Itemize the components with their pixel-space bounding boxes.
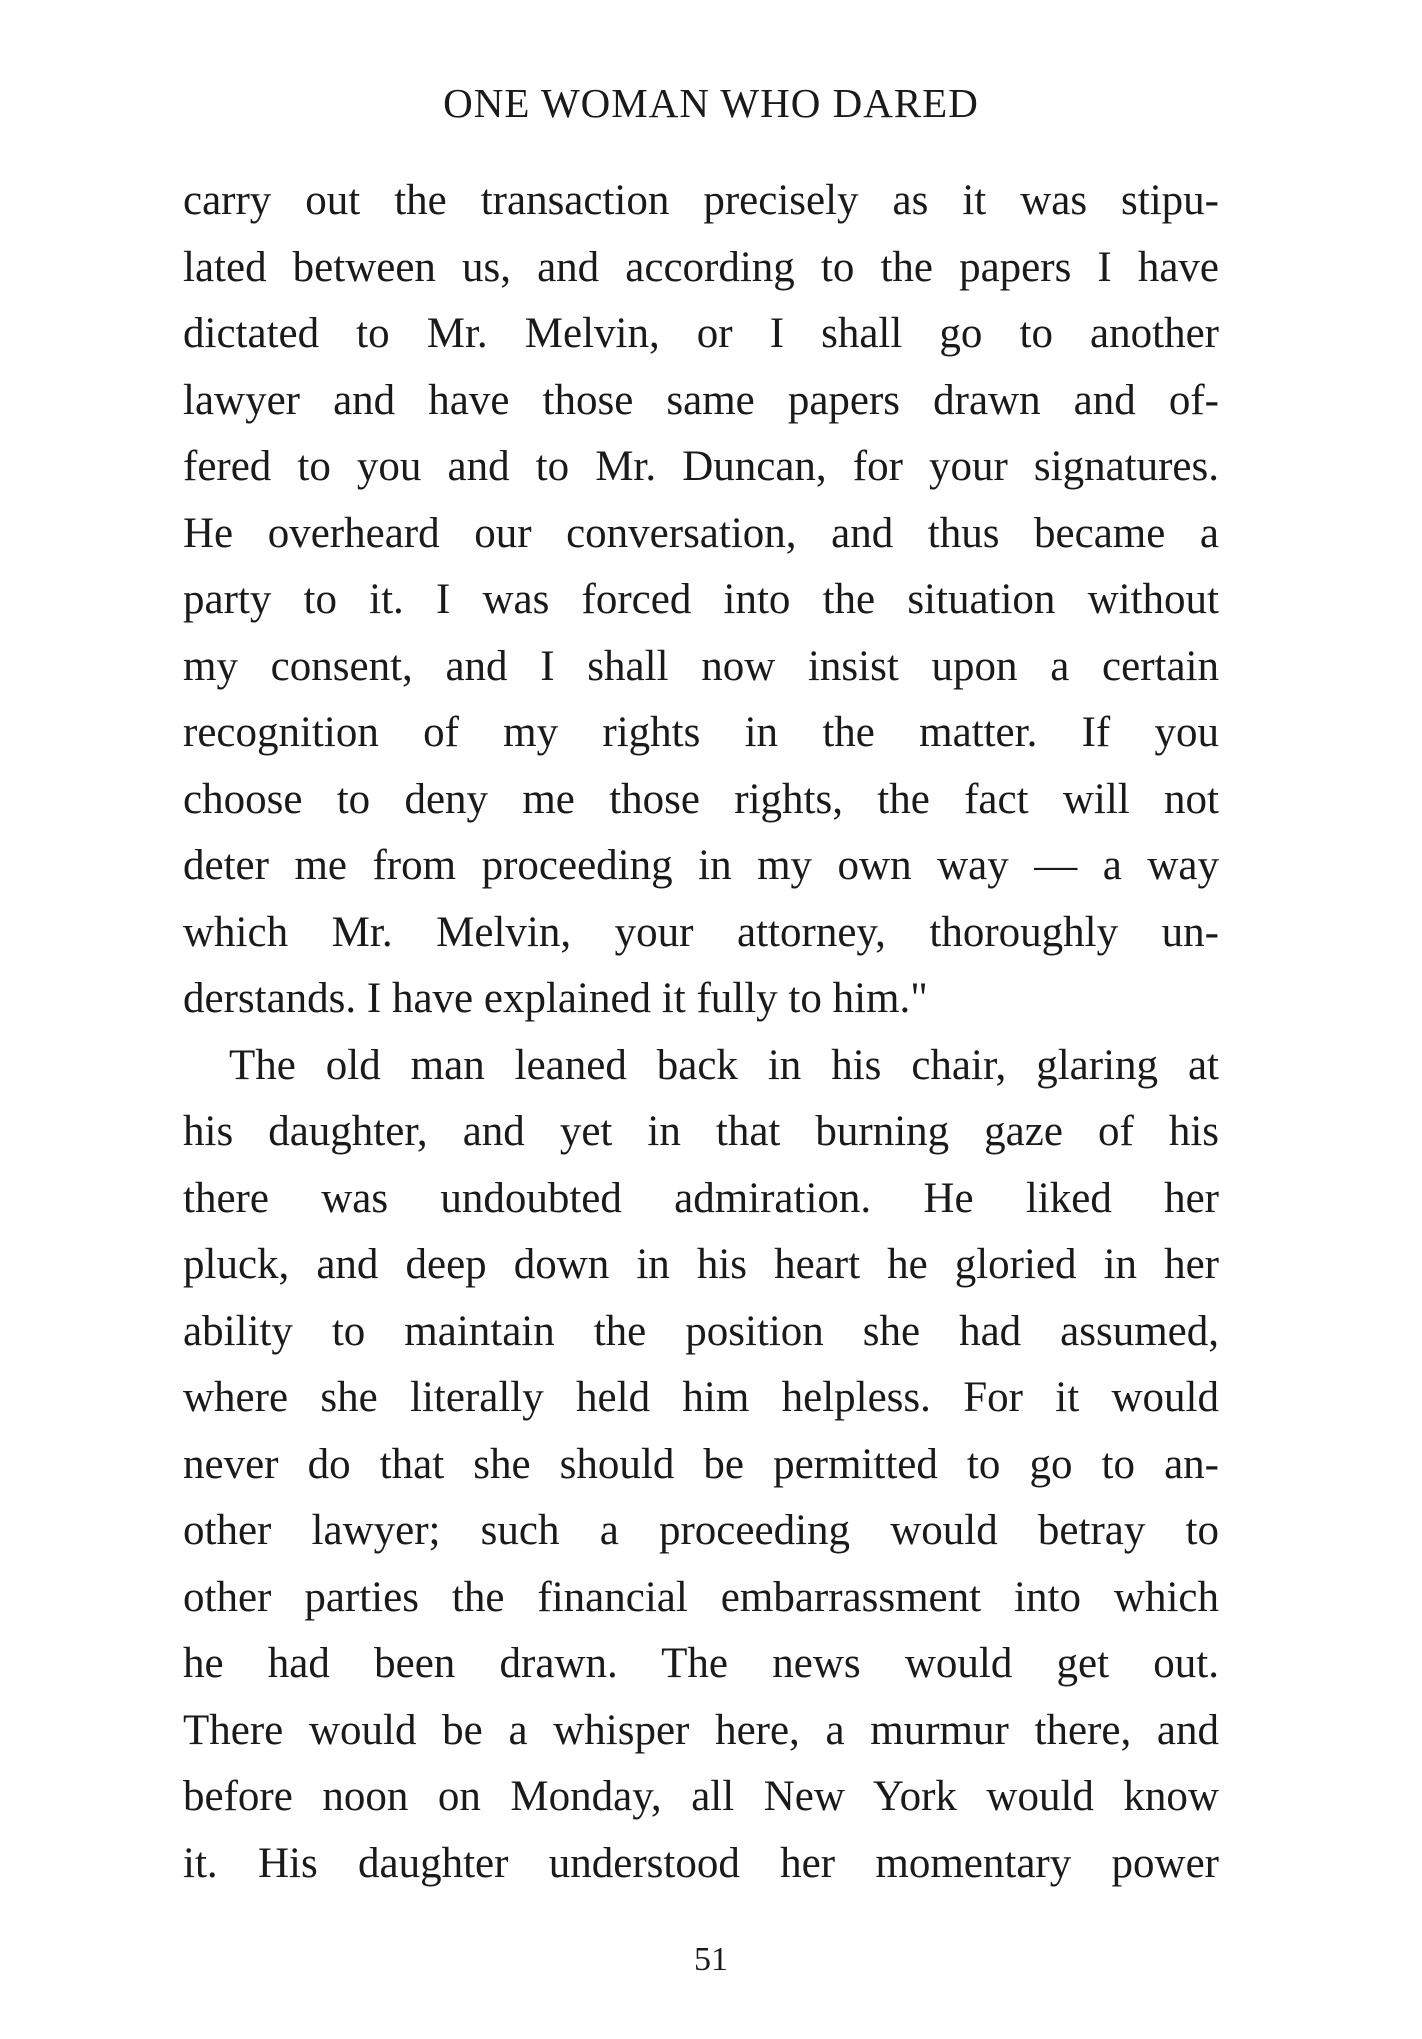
- text-line: ability to maintain the position she had assumed,: [183, 1307, 1219, 1355]
- text-line: other lawyer; such a proceeding would betray to: [183, 1507, 1219, 1554]
- text-line: where she literally held him helpless. For it would: [183, 1374, 1219, 1421]
- text-line: choose to deny me those rights, the fact will not: [183, 775, 1219, 823]
- text-line: there was undoubted admiration. He liked her: [183, 1174, 1219, 1222]
- body-text: [183, 168, 1219, 1897]
- page-number: 51: [694, 1941, 728, 1978]
- text-line: his daughter, and yet in that burning gaze of his: [183, 1108, 1219, 1155]
- text-line: lawyer and have those same papers drawn and of-: [183, 376, 1219, 424]
- text-line: party to it. I was forced into the situation without: [183, 576, 1219, 623]
- text-line: fered to you and to Mr. Duncan, for your signatures.: [183, 443, 1219, 490]
- text-line: dictated to Mr. Melvin, or I shall go to another: [183, 310, 1219, 357]
- text-line: He overheard our conversation, and thus became a: [183, 509, 1219, 557]
- text-line: derstands. I have explained it fully to him.": [183, 975, 928, 1022]
- paragraph-2: [183, 1033, 1219, 1898]
- text-line: The old man leaned back in his chair, glaring at: [229, 1041, 1219, 1089]
- paragraph-1: [183, 168, 1219, 1033]
- text-line: he had been drawn. The news would get out.: [183, 1640, 1219, 1687]
- text-line: lated between us, and according to the papers I have: [183, 243, 1219, 291]
- text-line: There would be a whisper here, a murmur there, and: [183, 1706, 1219, 1754]
- text-line: recognition of my rights in the matter. If you: [183, 709, 1219, 756]
- text-line: carry out the transaction precisely as it was stipu-: [183, 177, 1219, 224]
- text-line: never do that she should be permitted to go to an-: [183, 1440, 1219, 1488]
- running-head: ONE WOMAN WHO DARED: [443, 80, 979, 126]
- text-line: other parties the financial embarrassment into which: [183, 1573, 1219, 1621]
- text-line: deter me from proceeding in my own way — a way: [183, 842, 1219, 889]
- text-line: my consent, and I shall now insist upon a certain: [183, 642, 1219, 690]
- text-line: before noon on Monday, all New York would know: [183, 1773, 1219, 1820]
- text-line: it. His daughter understood her momentary power: [183, 1839, 1219, 1887]
- text-line: pluck, and deep down in his heart he gloried in her: [183, 1241, 1219, 1288]
- text-line: which Mr. Melvin, your attorney, thoroughly un-: [183, 908, 1219, 956]
